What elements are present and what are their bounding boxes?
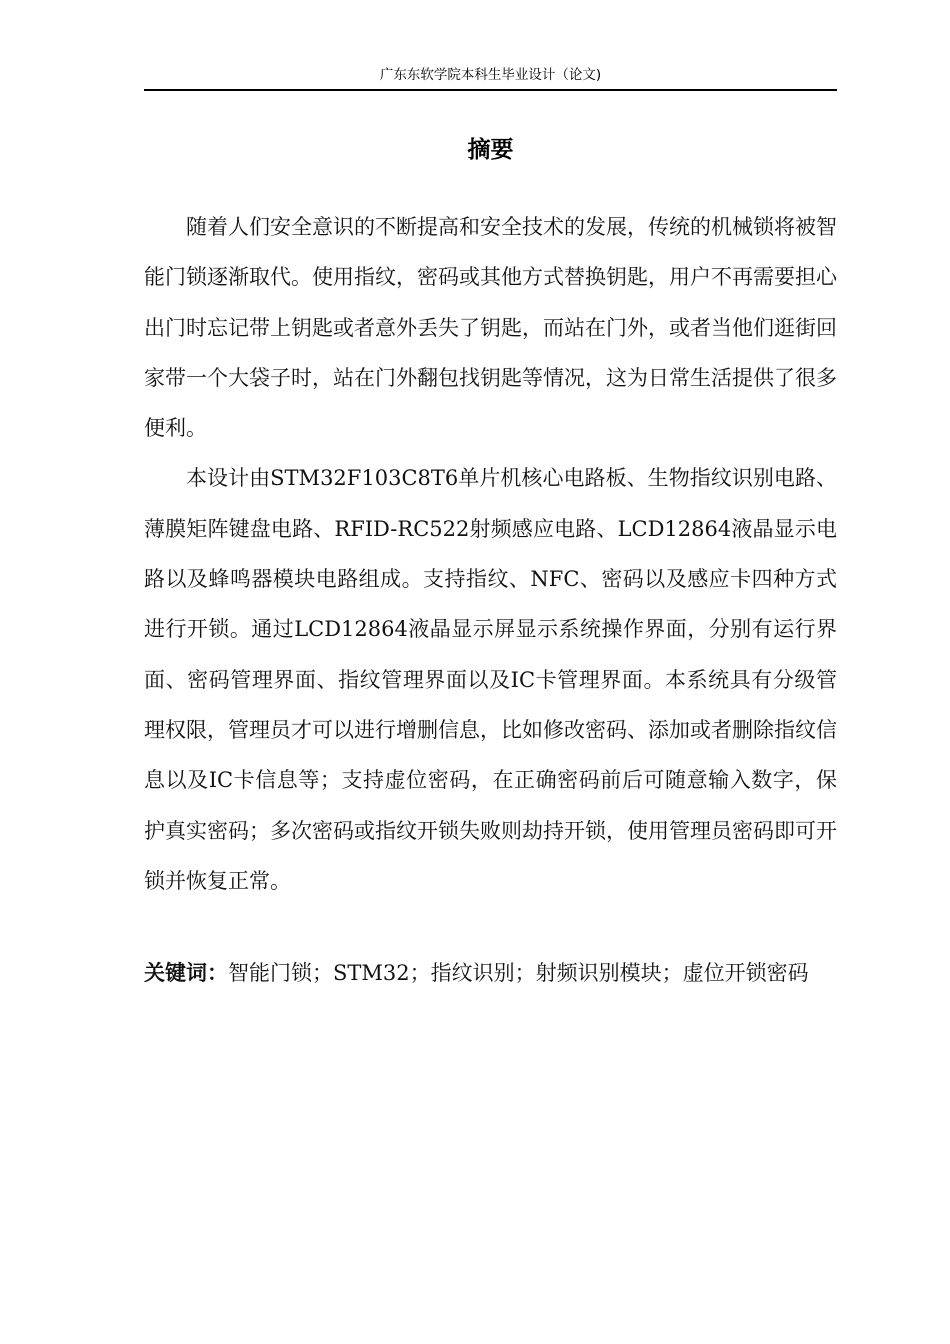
- keywords-label: 关键词：: [144, 961, 228, 985]
- page-header: [144, 64, 837, 91]
- header-text: 广东东软学院本科生毕业设计（论文): [379, 67, 602, 83]
- keywords-block: [144, 949, 837, 998]
- abstract-paragraph-2: 本设计由STM32F103C8T6单片机核心电路板、生物指纹识别电路、薄膜矩阵键盘电路、RFID-RC522射频感应电路、LCD12864液晶显示电路以及蜂鸣器模块电路组成。支持指纹、NFC、密码以及感应卡四种方式进行开锁。通过LCD12864液晶显示屏显示系统操作界面，分别有运行界面、密码管理界面、指纹管理界面以及IC卡管理界面。本系统具有分级管理权限，管理员才可以进行增删信息，比如修改密码、添加或者删除指纹信息以及IC卡信息等；支持虚位密码，在正确密码前后可随意输入数字，保护真实密码；多次密码或指纹开锁失败则劫持开锁，使用管理员密码即可开锁并恢复正常。: [144, 466, 837, 893]
- keywords-text: 智能门锁；STM32；指纹识别；射频识别模块；虚位开锁密码: [228, 961, 809, 985]
- abstract-paragraph-1: 随着人们安全意识的不断提高和安全技术的发展，传统的机械锁将被智能门锁逐渐取代。使用指纹，密码或其他方式替换钥匙，用户不再需要担心出门时忘记带上钥匙或者意外丢失了钥匙，而站在门外，或者当他们逛街回家带一个大袋子时，站在门外翻包找钥匙等情况，这为日常生活提供了很多便利。: [144, 215, 837, 441]
- abstract-body: [144, 202, 837, 906]
- abstract-title: 摘要: [467, 137, 514, 163]
